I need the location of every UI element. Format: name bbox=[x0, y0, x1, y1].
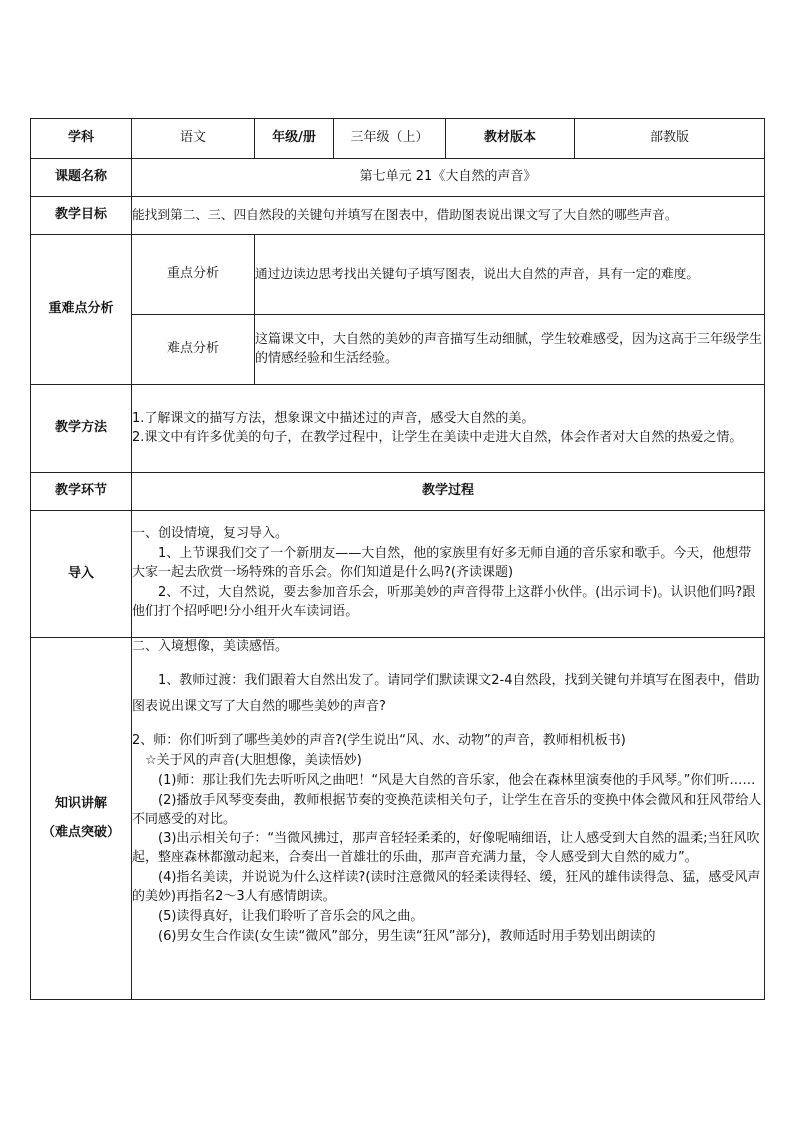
method-line-2: 2.课文中有许多优美的句子，在教学过程中，让学生在美读中走进大自然，体会作者对大自然的热爱之情。 bbox=[132, 429, 743, 445]
lesson-plan-table bbox=[30, 118, 765, 1000]
lesson-title-row bbox=[31, 159, 765, 197]
subject-label: 学科 bbox=[31, 119, 132, 159]
objective-label: 教学目标 bbox=[31, 197, 132, 235]
lesson-title-label: 课题名称 bbox=[31, 159, 132, 197]
method-text bbox=[132, 385, 765, 473]
analysis-label: 重难点分析 bbox=[31, 235, 132, 385]
method-label: 教学方法 bbox=[31, 385, 132, 473]
process-step-label: 教学环节 bbox=[31, 473, 132, 511]
method-line-1: 1.了解课文的描写方法，想象课文中描述过的声音，感受大自然的美。 bbox=[132, 410, 535, 426]
intro-line-3: 2、不过，大自然说，要去参加音乐会，听那美妙的声音得带上这群小伙伴。(出示词卡)。认识他们吗?跟他们打个招呼吧!分小组开火车读词语。 bbox=[132, 584, 756, 619]
knowledge-sublabel: （难点突破） bbox=[41, 824, 120, 840]
difficult-analysis-label: 难点分析 bbox=[132, 315, 255, 385]
knowledge-line-8: (4)指名美读，并说说为什么这样读?(读时注意微风的轻柔读得轻、缓，狂风的雄伟读得急、猛，感受风声的美妙)再指名2～3人有感情朗读。 bbox=[132, 870, 761, 904]
difficult-analysis-text: 这篇课文中，大自然的美妙的声音描写生动细腻，学生较难感受，因为这高于三年级学生的情感经验和生活经验。 bbox=[255, 315, 765, 385]
knowledge-row bbox=[31, 638, 765, 1000]
knowledge-line-3: 2、师：你们听到了哪些美妙的声音?(学生说出“风、水、动物”的声音，教师相机板书) bbox=[132, 733, 626, 749]
intro-label: 导入 bbox=[31, 511, 132, 638]
intro-text bbox=[132, 511, 765, 638]
key-analysis-row bbox=[31, 235, 765, 315]
subject-value: 语文 bbox=[132, 119, 255, 159]
intro-row bbox=[31, 511, 765, 638]
key-analysis-label: 重点分析 bbox=[132, 235, 255, 315]
header-row bbox=[31, 119, 765, 159]
knowledge-text bbox=[132, 638, 765, 1000]
knowledge-label: 知识讲解 bbox=[54, 795, 107, 811]
method-row bbox=[31, 385, 765, 473]
objective-text: 能找到第二、三、四自然段的关键句并填写在图表中，借助图表说出课文写了大自然的哪些声音。 bbox=[132, 197, 765, 235]
difficult-analysis-row bbox=[31, 315, 765, 385]
process-label: 教学过程 bbox=[132, 473, 765, 511]
knowledge-line-2: 1、教师过渡：我们跟着大自然出发了。请同学们默读课文2-4自然段，找到关键句并填写在图表中，借助图表说出课文写了大自然的哪些美妙的声音? bbox=[132, 672, 760, 715]
knowledge-line-9: (5)读得真好，让我们聆听了音乐会的风之曲。 bbox=[158, 908, 424, 924]
knowledge-line-10: (6)男女生合作读(女生读“微风”部分，男生读“狂风”部分)，教师适时用手势划出朗读的 bbox=[158, 928, 656, 944]
knowledge-line-5: (1)师：那让我们先去听听风之曲吧！“风是大自然的音乐家，他会在森林里演奏他的手风琴。”你们听…… bbox=[158, 772, 756, 788]
edition-label: 教材版本 bbox=[446, 119, 575, 159]
knowledge-line-1: 二、入境想像，美读感悟。 bbox=[132, 639, 289, 654]
knowledge-line-6: (2)播放手风琴变奏曲，教师根据节奏的变换范读相关句子，让学生在音乐的变换中体会微风和狂风带给人不同感受的对比。 bbox=[132, 792, 762, 827]
knowledge-label-cell bbox=[31, 638, 132, 1000]
key-analysis-text: 通过边读边思考找出关键句子填写图表，说出大自然的声音，具有一定的难度。 bbox=[255, 235, 765, 315]
process-header-row bbox=[31, 473, 765, 511]
objective-row bbox=[31, 197, 765, 235]
knowledge-line-7: (3)出示相关句子：“当微风拂过，那声音轻轻柔柔的，好像呢喃细语，让人感受到大自然的温柔;当狂风吹起，整座森林都激动起来，合奏出一首雄壮的乐曲，那声音充满力量，令人感受到大自然的威力”。 bbox=[132, 831, 760, 866]
grade-label: 年级/册 bbox=[255, 119, 334, 159]
edition-value: 部教版 bbox=[575, 119, 765, 159]
grade-value: 三年级（上） bbox=[334, 119, 446, 159]
intro-line-2: 1、上节课我们交了一个新朋友——大自然，他的家族里有好多无师自通的音乐家和歌手。今天，他想带大家一起去欣赏一场特殊的音乐会。你们知道是什么吗?(齐读课题) bbox=[132, 546, 752, 581]
knowledge-line-4: ☆关于风的声音(大胆想像，美读悟妙) bbox=[145, 752, 362, 768]
intro-line-1: 一、创设情境，复习导入。 bbox=[132, 526, 289, 542]
lesson-title-value: 第七单元 21《大自然的声音》 bbox=[132, 159, 765, 197]
